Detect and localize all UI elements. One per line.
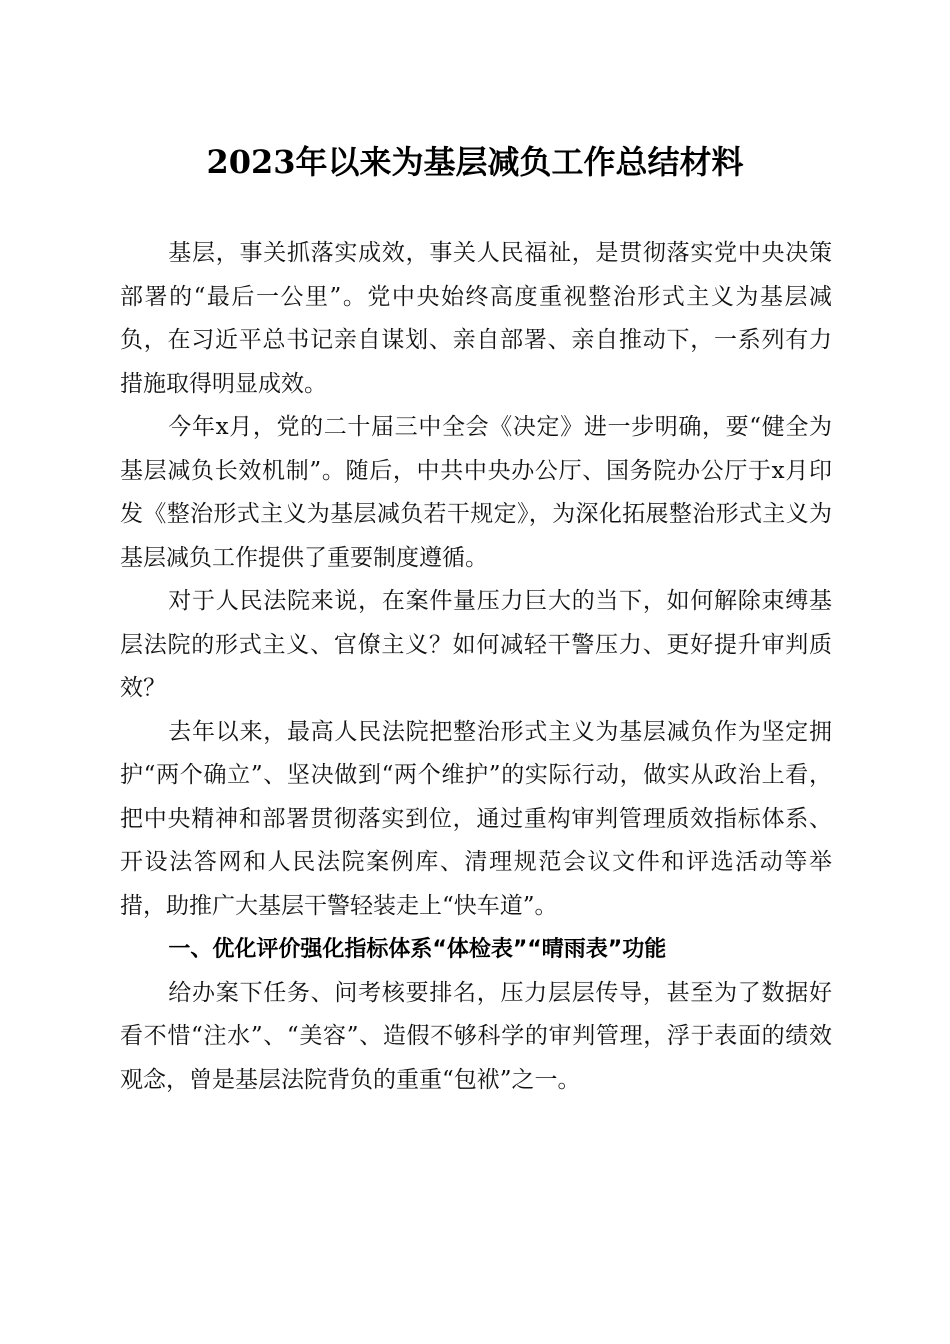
document-body [120, 232, 832, 1102]
document-title: 2023年以来为基层减负工作总结材料 [206, 143, 744, 181]
paragraph-intro: 基层，事关抓落实成效，事关人民福祉，是贯彻落实党中央决策部署的“最后一公里”。党中央始终高度重视整治形式主义为基层减负，在习近平总书记亲自谋划、亲自部署、亲自推动下，一系列有力措施取得明显成效。 [120, 240, 832, 397]
paragraph-measures: 去年以来，最高人民法院把整治形式主义为基层减负作为坚定拥护“两个确立”、坚决做到“两个维护”的实际行动，做实从政治上看，把中央精神和部署贯彻落实到位，通过重构审判管理质效指标体系、开设法答网和人民法院案例库、清理规范会议文件和评选活动等举措，助推广大基层干警轻装走上“快车道”。 [120, 718, 832, 919]
section-heading: 一、优化评价强化指标体系“体检表”“晴雨表”功能 [168, 937, 667, 962]
paragraph-question: 对于人民法院来说，在案件量压力巨大的当下，如何解除束缚基层法院的形式主义、官僚主义？如何减轻干警压力、更好提升审判质效？ [120, 588, 832, 701]
paragraph-decision: 今年x月，党的二十届三中全会《决定》进一步明确，要“健全为基层减负长效机制”。随后，中共中央办公厅、国务院办公厅于x月印发《整治形式主义为基层减负若干规定》，为深化拓展整治形式主义为基层减负工作提供了重要制度遵循。 [120, 414, 832, 571]
paragraph-section-one: 给办案下任务、问考核要排名，压力层层传导，甚至为了数据好看不惜“注水”、“美容”、造假不够科学的审判管理，浮于表面的绩效观念，曾是基层法院背负的重重“包袱”之一。 [120, 979, 832, 1093]
